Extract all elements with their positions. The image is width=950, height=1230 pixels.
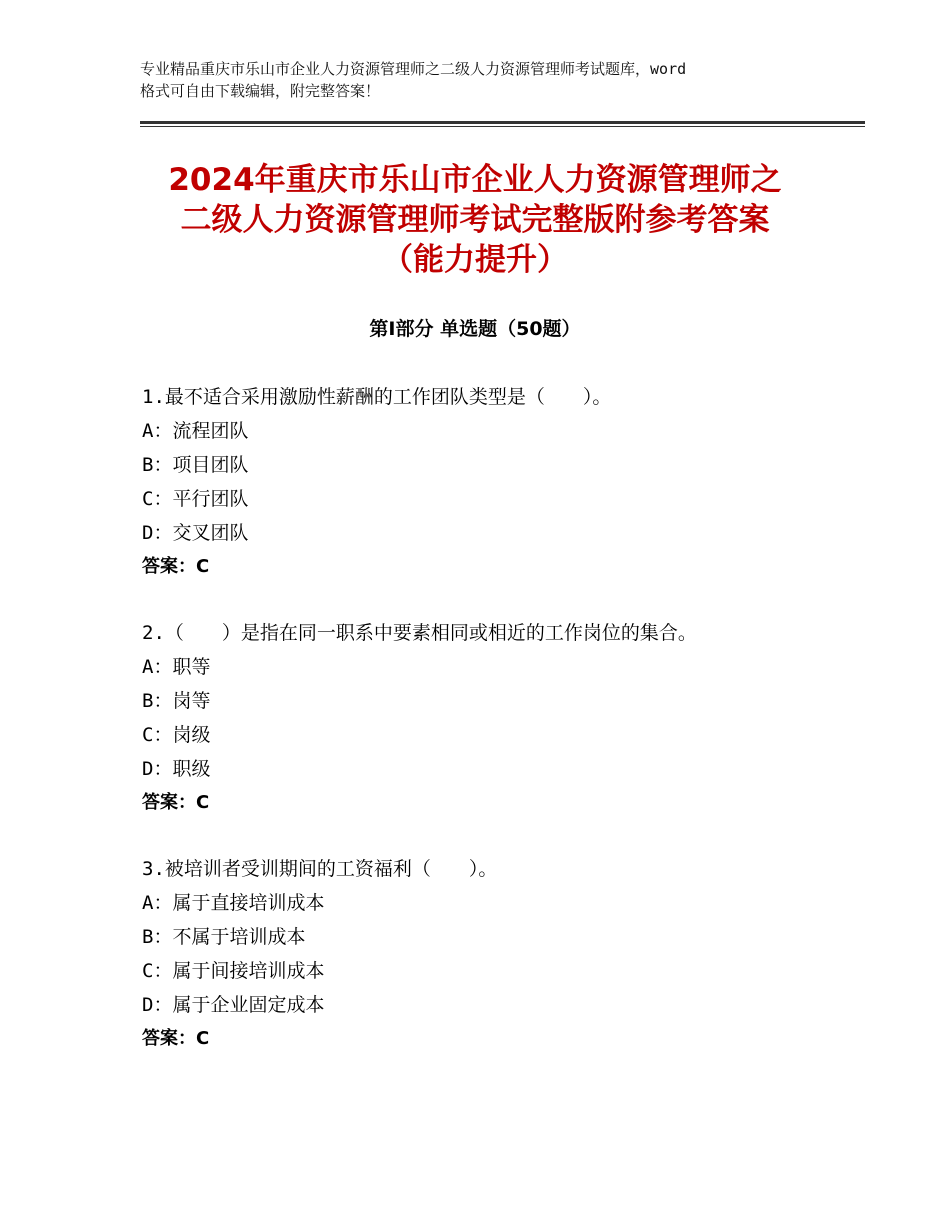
question-1 bbox=[142, 384, 842, 588]
document-title bbox=[100, 160, 850, 280]
section-title: 第Ⅰ部分 单选题（50题） bbox=[369, 318, 581, 340]
option-a: A：流程团队 bbox=[142, 420, 249, 442]
header-note-line-2: 格式可自由下载编辑，附完整答案！ bbox=[140, 82, 381, 100]
header-divider-thin bbox=[140, 126, 865, 127]
question-list bbox=[142, 384, 842, 1092]
answer: 答案：C bbox=[142, 792, 210, 813]
option-c: C：平行团队 bbox=[142, 488, 249, 510]
option-d: D：交叉团队 bbox=[142, 522, 249, 544]
question-stem: 2.（ ）是指在同一职系中要素相同或相近的工作岗位的集合。 bbox=[142, 622, 697, 644]
option-b: B：岗等 bbox=[142, 690, 211, 712]
document-title-line-3: （能力提升） bbox=[382, 242, 568, 278]
answer: 答案：C bbox=[142, 1028, 210, 1049]
question-stem: 1.最不适合采用激励性薪酬的工作团队类型是（ ）。 bbox=[142, 386, 612, 408]
answer: 答案：C bbox=[142, 556, 210, 577]
option-b: B：项目团队 bbox=[142, 454, 249, 476]
option-d: D：职级 bbox=[142, 758, 211, 780]
question-3 bbox=[142, 856, 842, 1060]
header-note bbox=[140, 58, 830, 102]
document-title-line-2: 二级人力资源管理师考试完整版附参考答案 bbox=[180, 202, 770, 238]
option-d: D：属于企业固定成本 bbox=[142, 994, 325, 1016]
header-note-line-1: 专业精品重庆市乐山市企业人力资源管理师之二级人力资源管理师考试题库，word bbox=[140, 60, 687, 78]
question-2 bbox=[142, 620, 842, 824]
document-title-line-1: 2024年重庆市乐山市企业人力资源管理师之 bbox=[168, 162, 782, 198]
option-a: A：属于直接培训成本 bbox=[142, 892, 325, 914]
option-b: B：不属于培训成本 bbox=[142, 926, 306, 948]
option-a: A：职等 bbox=[142, 656, 211, 678]
question-stem: 3.被培训者受训期间的工资福利（ ）。 bbox=[142, 858, 498, 880]
header-divider-thick bbox=[140, 121, 865, 124]
option-c: C：属于间接培训成本 bbox=[142, 960, 325, 982]
option-c: C：岗级 bbox=[142, 724, 211, 746]
